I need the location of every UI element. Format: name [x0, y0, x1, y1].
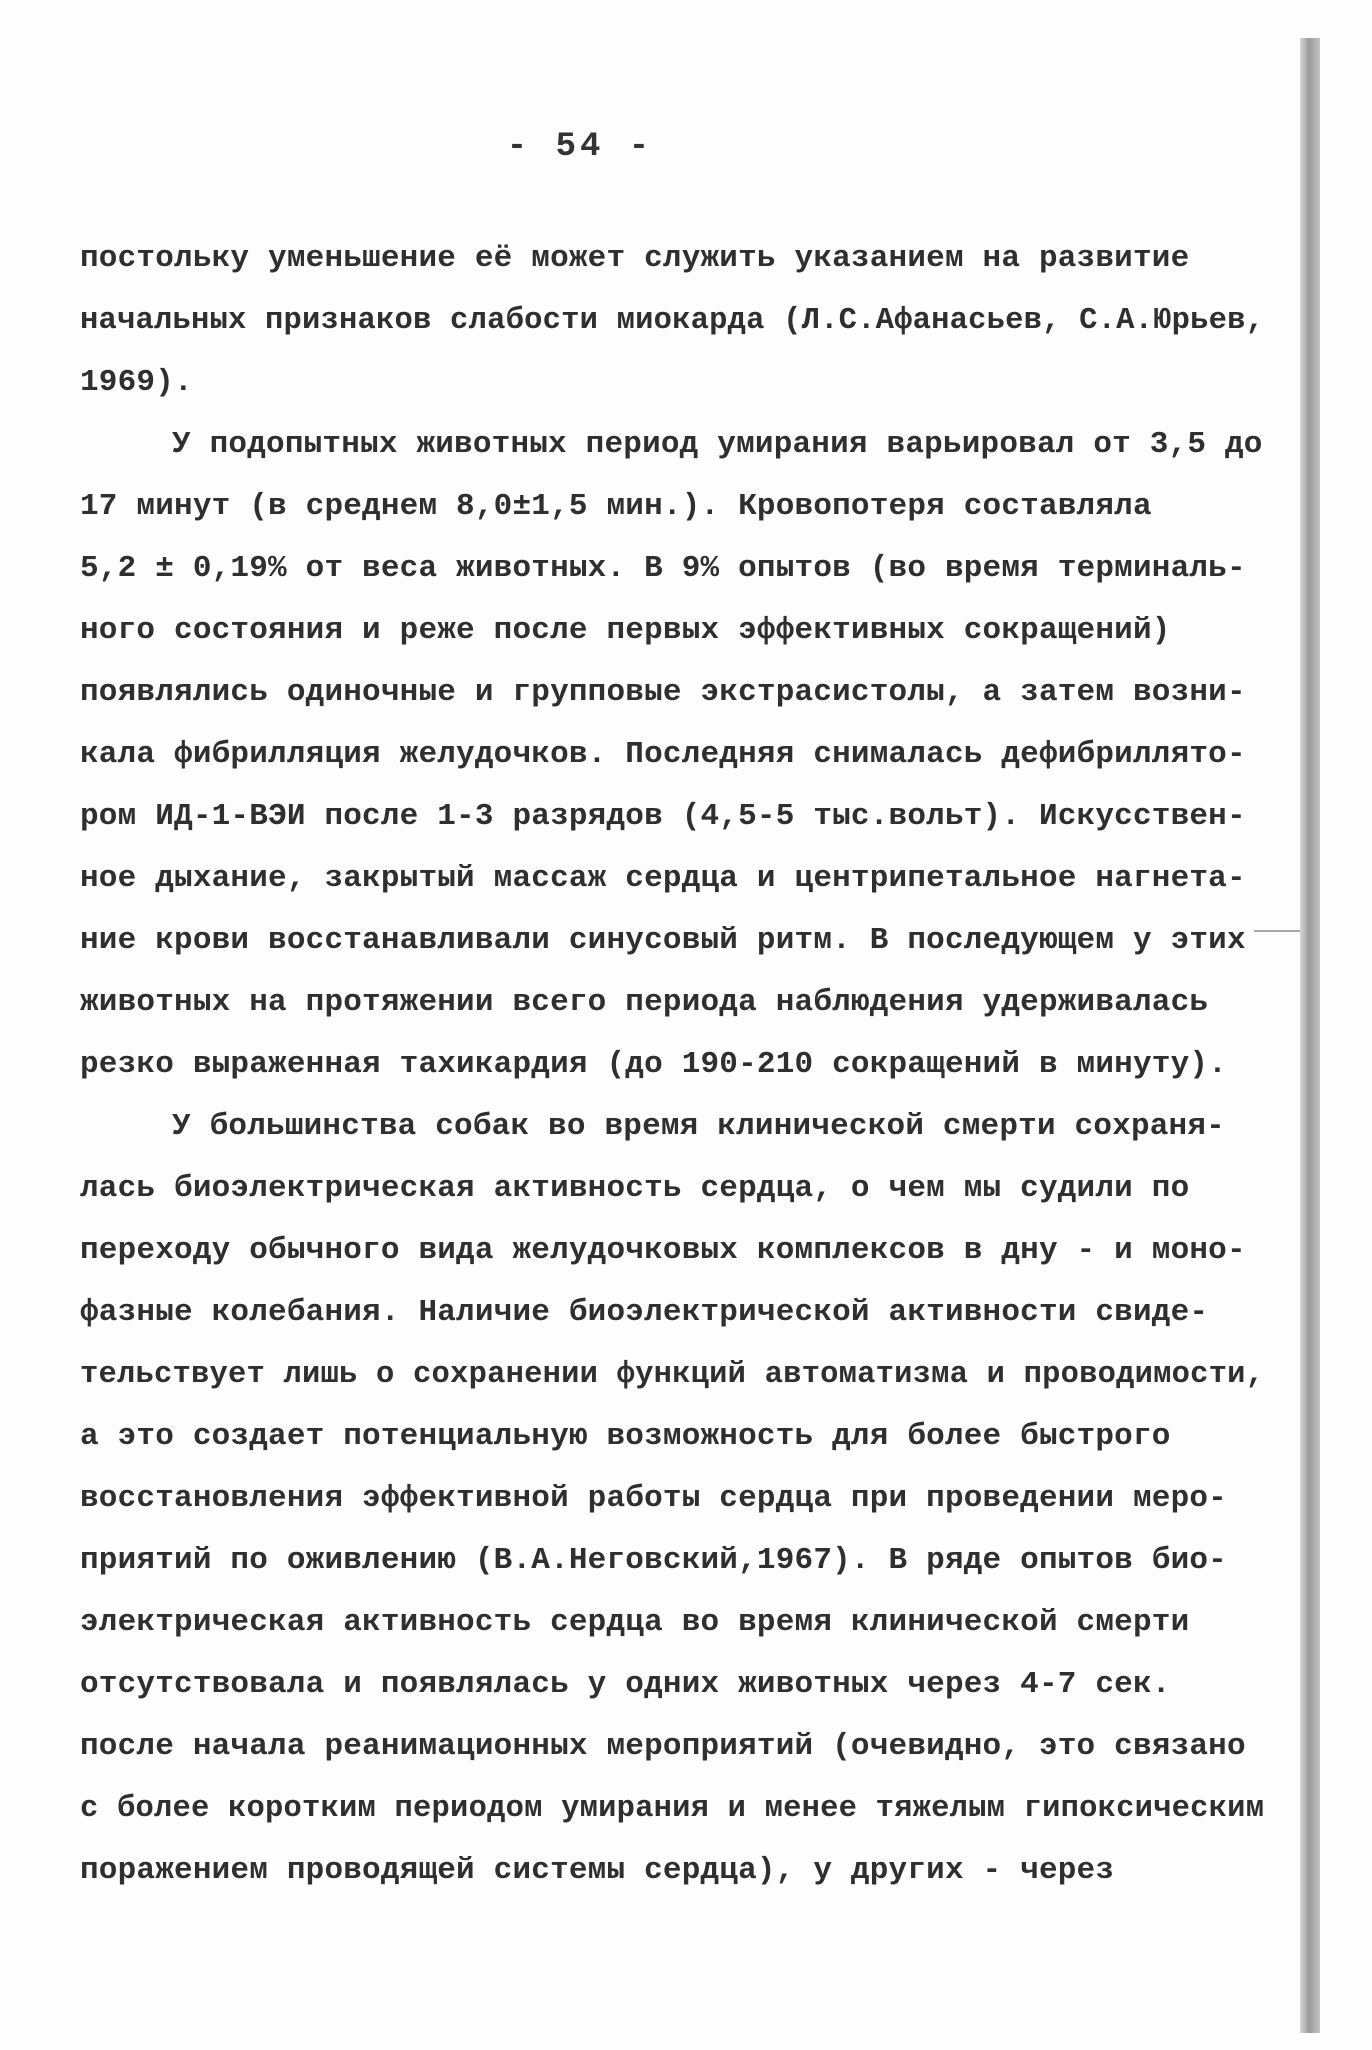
text-line: после начала реанимационных мероприятий (очевидно, это связано	[80, 1729, 1246, 1764]
text-line: 1969).	[80, 365, 193, 400]
text-line: 17 минут (в среднем 8,0±1,5 мин.). Кровопотеря составляла	[80, 489, 1152, 524]
text-line: а это создает потенциальную возможность для более быстрого	[80, 1419, 1171, 1454]
page-edge-shadow	[1300, 38, 1320, 2033]
text-line: с более коротким периодом умирания и менее тяжелым гипоксическим	[80, 1792, 1265, 1826]
text-line: поражением проводящей системы сердца), у других - через	[80, 1853, 1115, 1888]
text-line: тельствует лишь о сохранении функций автоматизма и проводимости,	[80, 1358, 1265, 1392]
text-line: ное дыхание, закрытый массаж сердца и центрипетальное нагнета-	[80, 861, 1246, 896]
text-line: 5,2 ± 0,19% от веса животных. В 9% опытов (во время терминаль-	[80, 551, 1246, 586]
text-line: восстановления эффективной работы сердца при проведении меро-	[80, 1481, 1227, 1516]
text-line: электрическая активность сердца во время клинической смерти	[80, 1605, 1190, 1640]
text-line: приятий по оживлению (В.А.Неговский,1967). В ряде опытов био-	[80, 1543, 1227, 1578]
text-line: фазные колебания. Наличие биоэлектрической активности свиде-	[80, 1295, 1209, 1330]
margin-mark	[1254, 930, 1300, 932]
text-line: появлялись одиночные и групповые экстрасистолы, а затем возни-	[80, 675, 1246, 710]
text-line: У большинства собак во время клинической смерти сохраня-	[172, 1109, 1225, 1144]
text-line: начальных признаков слабости миокарда (Л.С.Афанасьев, С.А.Юрьев,	[80, 304, 1265, 338]
text-line: ром ИД-1-ВЭИ после 1-3 разрядов (4,5-5 тыс.вольт). Искусствен-	[80, 799, 1246, 834]
text-line: постольку уменьшение её может служить указанием на развитие	[80, 241, 1190, 276]
text-line: ние крови восстанавливали синусовый ритм. В последующем у этих	[80, 923, 1246, 958]
text-line: переходу обычного вида желудочковых комплексов в дну - и моно-	[80, 1233, 1246, 1268]
body-text	[80, 228, 1280, 1902]
text-line: У подопытных животных период умирания варьировал от 3,5 до	[172, 427, 1263, 462]
page-number: - 54 -	[506, 128, 654, 166]
text-line: кала фибрилляция желудочков. Последняя снималась дефибриллято-	[80, 737, 1246, 772]
text-line: животных на протяжении всего периода наблюдения удерживалась	[80, 985, 1209, 1020]
text-line: ного состояния и реже после первых эффективных сокращений)	[80, 613, 1171, 648]
text-line: отсутствовала и появлялась у одних животных через 4-7 сек.	[80, 1667, 1171, 1702]
text-line: лась биоэлектрическая активность сердца, о чем мы судили по	[80, 1171, 1190, 1206]
text-line: резко выраженная тахикардия (до 190-210 сокращений в минуту).	[80, 1047, 1227, 1082]
